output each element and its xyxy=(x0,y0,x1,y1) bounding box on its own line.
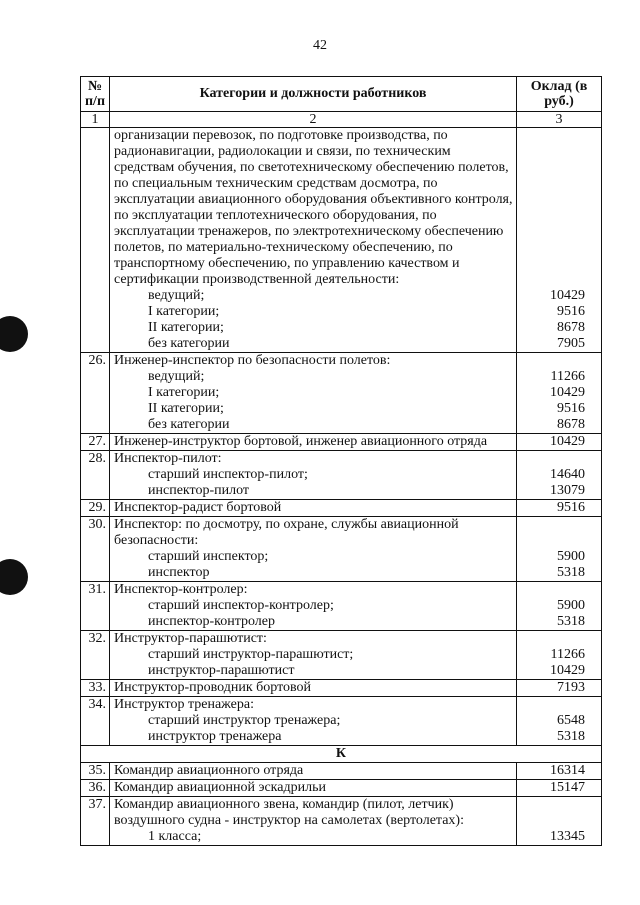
row-title: Командир авиационного звена, командир (пилот, летчик) воздушного судна - инструктор на самолетах (вертолетах): xyxy=(114,797,464,828)
sub-label: без категории xyxy=(148,336,230,351)
header-num: № п/п xyxy=(81,77,110,112)
salary-value: 10429 xyxy=(550,385,585,400)
table-row xyxy=(81,680,602,697)
salary-value: 11266 xyxy=(550,647,585,662)
table-row xyxy=(81,797,602,846)
salary-value: 13079 xyxy=(550,483,585,498)
row-title: Инженер-инструктор бортовой, инженер авиационного отряда xyxy=(110,434,517,451)
sub-label: инструктор тренажера xyxy=(148,729,282,744)
table-row xyxy=(81,631,602,680)
salary-value: 5318 xyxy=(557,614,585,629)
sub-label: старший инспектор-контролер; xyxy=(148,598,334,613)
page-number: 42 xyxy=(313,38,327,53)
salary-value: 9516 xyxy=(557,401,585,416)
row-number: 28. xyxy=(81,451,110,500)
table-row xyxy=(81,780,602,797)
row-title: Инспектор-пилот: xyxy=(114,451,222,466)
salary-value: 15147 xyxy=(517,780,602,797)
header-salary: Оклад (в руб.) xyxy=(517,77,602,112)
salary-value: 8678 xyxy=(557,417,585,432)
row-number: 35. xyxy=(81,763,110,780)
row-title: организации перевозок, по подготовке производства, по радионавигации, радиолокации и связи, по техническим средствам обучения, по светотехническому обеспечению полетов, по специальным техническим средствам досмотра, по эксплуатации авиационного оборудования объективного контроля, по эксплуатации теплотехнического оборудования, по эксплуатации тренажеров, по электротехническому обеспечению полетов, по материально-техническому обеспечению, по транспортному обеспечению, по управлению качеством и сертификации производственной деятельности: xyxy=(114,128,513,287)
table-row xyxy=(81,434,602,451)
salary-value: 5900 xyxy=(557,549,585,564)
row-number: 36. xyxy=(81,780,110,797)
table-row xyxy=(81,353,602,434)
row-title: Инженер-инспектор по безопасности полетов: xyxy=(114,353,391,368)
sub-label: I категории; xyxy=(148,304,220,319)
sub-label: инспектор-пилот xyxy=(148,483,250,498)
index-cell: 3 xyxy=(517,112,602,128)
sub-label: II категории; xyxy=(148,401,224,416)
salary-value: 13345 xyxy=(550,829,585,844)
salary-value: 10429 xyxy=(517,434,602,451)
salary-value: 10429 xyxy=(550,288,585,303)
sub-label: инспектор-контролер xyxy=(148,614,276,629)
row-number: 32. xyxy=(81,631,110,680)
column-index-row xyxy=(81,112,602,128)
row-title: Командир авиационной эскадрильи xyxy=(110,780,517,797)
table-row xyxy=(81,451,602,500)
sub-label: ведущий; xyxy=(148,288,205,303)
sub-label: инспектор xyxy=(148,565,210,580)
row-title: Инспектор: по досмотру, по охране, службы авиационной безопасности: xyxy=(114,517,459,548)
punch-hole xyxy=(0,316,28,352)
salary-value: 11266 xyxy=(550,369,585,384)
section-row xyxy=(81,746,602,763)
row-title: Инструктор-проводник бортовой xyxy=(110,680,517,697)
table-row xyxy=(81,697,602,746)
section-letter: К xyxy=(81,746,602,763)
index-cell: 1 xyxy=(81,112,110,128)
sub-label: старший инструктор-парашютист; xyxy=(148,647,354,662)
table-row xyxy=(81,500,602,517)
row-title: Инструктор-парашютист: xyxy=(114,631,267,646)
index-cell: 2 xyxy=(110,112,517,128)
punch-hole xyxy=(0,559,28,595)
sub-label: II категории; xyxy=(148,320,224,335)
sub-label: ведущий; xyxy=(148,369,205,384)
salary-value: 6548 xyxy=(557,713,585,728)
salary-value: 16314 xyxy=(517,763,602,780)
salary-value: 10429 xyxy=(550,663,585,678)
sub-label: старший инспектор-пилот; xyxy=(148,467,308,482)
salary-value: 14640 xyxy=(550,467,585,482)
row-number: 30. xyxy=(81,517,110,582)
row-title: Командир авиационного отряда xyxy=(110,763,517,780)
salary-value: 9516 xyxy=(557,304,585,319)
table-row xyxy=(81,582,602,631)
salary-value: 9516 xyxy=(517,500,602,517)
sub-label: старший инспектор; xyxy=(148,549,269,564)
salary-value: 8678 xyxy=(557,320,585,335)
row-title: Инструктор тренажера: xyxy=(114,697,254,712)
salary-value: 5318 xyxy=(557,565,585,580)
row-title: Инспектор-контролер: xyxy=(114,582,248,597)
row-number: 37. xyxy=(81,797,110,846)
salary-value: 5900 xyxy=(557,598,585,613)
sub-label: I категории; xyxy=(148,385,220,400)
salary-value: 5318 xyxy=(557,729,585,744)
sub-label: 1 класса; xyxy=(148,829,202,844)
sub-label: без категории xyxy=(148,417,230,432)
row-number: 33. xyxy=(81,680,110,697)
row-number: 29. xyxy=(81,500,110,517)
table-row xyxy=(81,128,602,353)
header-category: Категории и должности работников xyxy=(110,77,517,112)
salary-value: 7905 xyxy=(557,336,585,351)
sub-label: инструктор-парашютист xyxy=(148,663,295,678)
table-header-row xyxy=(81,77,602,112)
salary-value: 7193 xyxy=(517,680,602,697)
row-number: 27. xyxy=(81,434,110,451)
row-title: Инспектор-радист бортовой xyxy=(110,500,517,517)
row-number: 34. xyxy=(81,697,110,746)
row-number: 26. xyxy=(81,353,110,434)
table-row xyxy=(81,763,602,780)
row-number: 31. xyxy=(81,582,110,631)
salary-table xyxy=(80,76,602,846)
table-row xyxy=(81,517,602,582)
sub-label: старший инструктор тренажера; xyxy=(148,713,341,728)
